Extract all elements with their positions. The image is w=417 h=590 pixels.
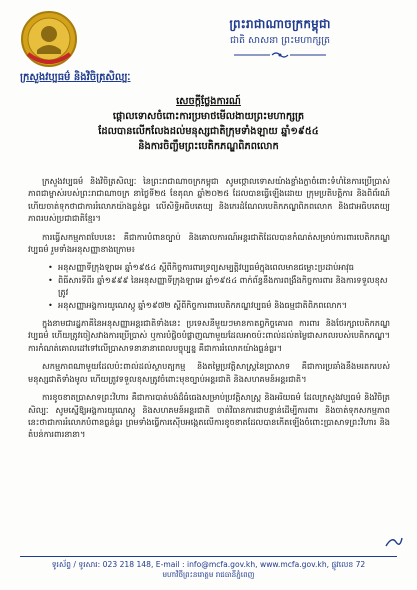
website-link[interactable]: , www.mcfa.gov.kh, [255,560,330,569]
signature-stamp-icon [384,532,404,552]
ministry-seal-icon [20,10,78,68]
footer-contact [20,559,397,570]
statement-title [40,94,377,154]
footer-address [20,570,397,580]
street-address: ផ្លូវលេខ 72 [331,560,366,569]
address-line: មហាវិថីព្រះនរោត្តម រាជធានីភ្នំពេញ [162,570,255,579]
statement-body [28,175,390,447]
national-motto: ជាតិ សាសនា ព្រះមហាក្សត្រ [229,35,331,46]
list-item: • អនុសញ្ញាអង្គការយូណេស្កូ ឆ្នាំ១៩៧២ ស្តីពីកិច្ចការពារបេតិកភណ្ឌវប្បធម៌ និងធម្មជាតិពិភពលោក។ [48,299,390,311]
phone-number: 023 218 148 [102,560,151,569]
footer-divider [20,556,397,557]
kingdom-name: ព្រះរាជាណាចក្រកម្ពុជា [229,17,331,31]
paragraph-2: ការធ្វើសកម្មភាពបែបនេះ គឺជាការបំពានច្បាប់ និងគោលការណ៍អន្តរជាតិដែលបានកំណត់សម្រាប់ការពារបេតិកភណ្ឌវប្បធម៌ រួមទាំងអនុសញ្ញាខាងក្រោម៖ [28,231,390,255]
paragraph-3: ក្នុងនាមជារដ្ឋភាគីនៃអនុសញ្ញាអន្តរជាតិទាំងនេះ ប្រទេសនីមួយៗមានកាតព្វកិច្ចគោរព ការពារ និងថែរក្សាបេតិកភណ្ឌវប្បធម៌ ហើយត្រូវចៀសវាងការប្រើប្រាស់ ឬការបំផ្លិចបំផ្លាញណាមួយដែលអាចប៉ះពាល់ដល់តម្លៃជាសកលរបស់បេតិកភណ្ឌ។ ការកំណត់គោលដៅទៅលើប្រាសាទនានានាពេលបច្ចុប្បន្ន គឺជាការរំលោភយ៉ាងធ្ងន់ធ្ងរ។ [28,318,390,353]
contact-label: ទូរស័ព្ទ / ទូរសារ: [51,560,101,569]
title-line-1: សេចក្តីថ្លែងការណ៍ [176,96,241,107]
ministry-name: ក្រសួងវប្បធម៌ និងវិចិត្រសិល្បៈ [20,72,131,83]
email-address[interactable]: info@mcfa.gov.kh [187,560,256,569]
convention-list [48,261,390,311]
kingdom-heading [190,16,370,59]
divider-ornament-icon [232,51,328,59]
title-line-4: និងការចិញ្ចឹមព្រះបេតិកភណ្ឌពិភពលោក [138,141,279,152]
title-line-3: ដែលបានលើកលែងដល់មនុស្សជាតិក្រុមទាំងឡាយ ឆ្នាំ១៩៥៤ [98,126,319,137]
list-item: • ពិធីសារទីពីរ ឆ្នាំ១៩៩៩ នៃអនុសញ្ញាទីក្រុងឡាអេ ឆ្នាំ១៩៥៤ ពាក់ព័ន្ធនឹងការពង្រឹងកិច្ចការពារ និងការទទួលខុសត្រូវ [48,274,390,299]
paragraph-4: សកម្មភាពណាមួយដែលប៉ះពាល់ដល់ស្ថាបត្យកម្ម និងតម្លៃប្រវត្តិសាស្ត្រនៃប្រាសាទ គឺជាការប្រឆាំងនឹងមរតករបស់មនុស្សជាតិទាំងមូល ហើយត្រូវទទួលខុសត្រូវចំពោះមុខច្បាប់អន្តរជាតិ និងសហគមន៍អន្តរជាតិ។ [28,361,390,384]
email-label: , E-mail : [150,560,185,569]
paragraph-5: ការខូចខាតប្រាសាទព្រះវិហារ គឺជាការបាត់បង់ដ៏ធំធេងសម្រាប់ប្រវត្តិសាស្ត្រ និងអរិយធម៌ ដែលក្រសួងវប្បធម៌ និងវិចិត្រសិល្បៈ សូមស្នើឱ្យអង្គការយូណេស្កូ និងសហគមន៍អន្តរជាតិ ចាត់វិធានការជាបន្ទាន់ដើម្បីការពារ និងចាត់ទុកសកម្មភាពនេះថាជាការរំលោភបំពានធ្ងន់ធ្ងរ ព្រមទាំងធ្វើការស៊ើបអង្កេតលើការខូចខាតដែលបានកើតឡើងចំពោះប្រាសាទព្រះវិហារ និងតំបន់ការពារនានា។ [28,392,390,440]
list-item: • អនុសញ្ញាទីក្រុងឡាអេ ឆ្នាំ១៩៥៤ ស្តីពីកិច្ចការពារទ្រព្យសម្បត្តិវប្បធម៌ក្នុងពេលមានជម្លោះប្រដាប់អាវុធ [48,261,390,273]
paragraph-1: ក្រសួងវប្បធម៌ និងវិចិត្រសិល្បៈ នៃព្រះរាជាណាចក្រកម្ពុជា សូមថ្កោលទោសយ៉ាងខ្លាំងក្លាចំពោះទំហំនៃការប្រើប្រាស់ភាពជាម្ចាស់របស់ព្រះរាជាណាចក្រ នាថ្ងៃទី២៥ ខែតុលា ឆ្នាំ២០២៥ ដែលបានធ្វើឡើងដោយ ក្រុមប្រតិបត្តិការ និងពិព័រណ៍ ហើយចាត់ទុកថាជាការរំលោភយ៉ាងធ្ងន់ធ្ងរ លើសិទ្ធិអធិបតេយ្យ និងកេរដំណែលបេតិកភណ្ឌពិភពលោក និងជាអធិបតេយ្យភាពរបស់ប្រជាជាតិខ្មែរ។ [28,176,390,224]
title-line-2: ផ្តោលទោសចំពោះការប្រមាថមើលងាយព្រះមហាក្សត្រ [112,111,305,122]
